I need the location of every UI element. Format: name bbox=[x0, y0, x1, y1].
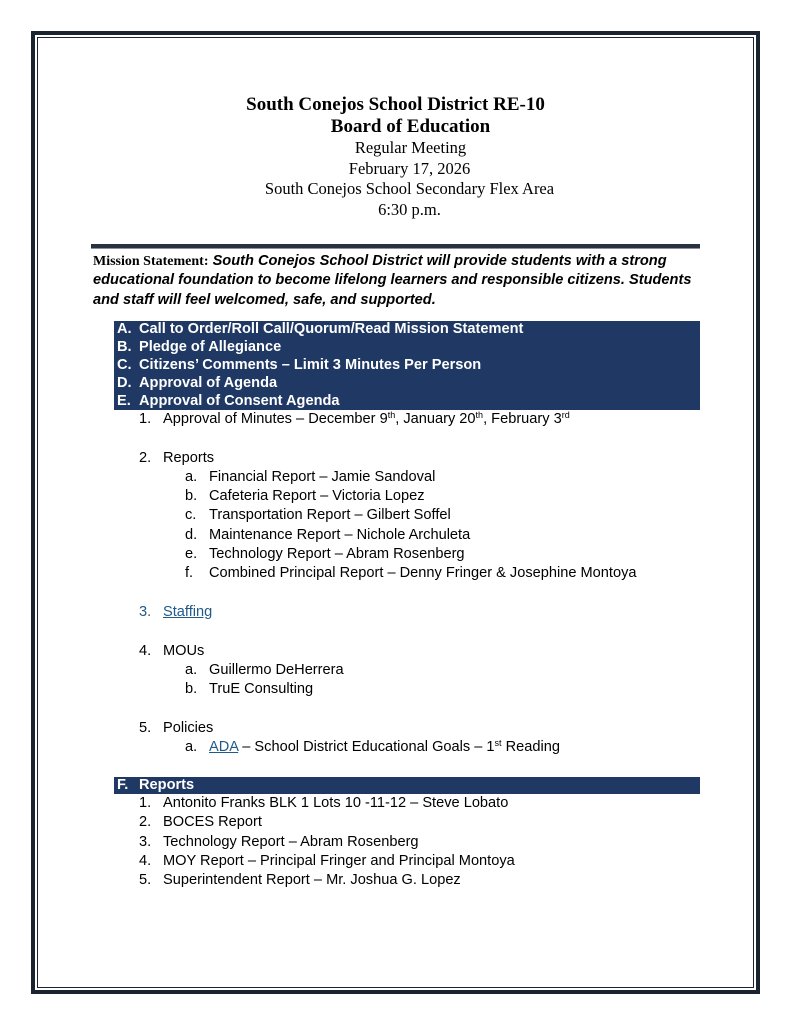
section-f-item: 5. Superintendent Report – Mr. Joshua G. Lopez bbox=[139, 872, 461, 889]
section-f-item: 3. Technology Report – Abram Rosenberg bbox=[139, 833, 419, 850]
agenda-section-b: B. Pledge of Allegiance bbox=[117, 338, 282, 355]
consent-item-mous: 4. MOUs bbox=[139, 642, 205, 659]
agenda-section-f: F. Reports bbox=[114, 777, 700, 794]
mission-statement bbox=[93, 252, 693, 310]
agenda-section-c: C. Citizens’ Comments – Limit 3 Minutes Per Person bbox=[117, 356, 482, 373]
section-f-item: 4. MOY Report – Principal Fringer and Principal Montoya bbox=[139, 852, 515, 869]
meeting-time: 6:30 p.m. bbox=[378, 199, 441, 219]
consent-item-minutes: 1. Approval of Minutes – December 9th, January 20th, February 3rd bbox=[139, 410, 570, 427]
header-divider bbox=[91, 244, 700, 249]
mission-label: Mission Statement: bbox=[93, 254, 209, 269]
report-item: f. Combined Principal Report – Denny Fringer & Josephine Montoya bbox=[185, 565, 637, 582]
mission-text: South Conejos School District will provide students with a strong educational foundation to become lifelong learners and responsible citizens. Students and staff will feel welcomed, safe, and supported. bbox=[93, 253, 692, 308]
section-f-item: 1. Antonito Franks BLK 1 Lots 10 -11-12 – Steve Lobato bbox=[139, 795, 509, 811]
report-item: b. Cafeteria Report – Victoria Lopez bbox=[185, 488, 425, 505]
document-header bbox=[0, 94, 791, 220]
ada-policy-link[interactable]: ADA bbox=[209, 739, 239, 756]
meeting-date: February 17, 2026 bbox=[348, 158, 471, 178]
agenda-section-d: D. Approval of Agenda bbox=[117, 374, 278, 391]
report-item: d. Maintenance Report – Nichole Archuleta bbox=[185, 526, 471, 543]
consent-agenda-list bbox=[139, 410, 637, 757]
mou-item: a. Guillermo DeHerrera bbox=[185, 661, 344, 678]
agenda-section-e: E. Approval of Consent Agenda bbox=[117, 392, 340, 409]
agenda-sections-a-e bbox=[114, 321, 700, 410]
staffing-link[interactable]: Staffing bbox=[163, 603, 213, 620]
consent-item-reports: 2. Reports bbox=[139, 449, 215, 466]
section-f-list bbox=[139, 794, 515, 890]
section-f-item: 2. BOCES Report bbox=[139, 814, 262, 831]
report-item: a. Financial Report – Jamie Sandoval bbox=[185, 468, 436, 485]
board-name: Board of Education bbox=[330, 116, 491, 137]
report-item: e. Technology Report – Abram Rosenberg bbox=[185, 546, 465, 563]
consent-item-staffing: 3. Staffing bbox=[139, 603, 637, 622]
agenda-section-a: A. Call to Order/Roll Call/Quorum/Read Mission Statement bbox=[117, 321, 524, 337]
meeting-type: Regular Meeting bbox=[354, 138, 467, 157]
meeting-location: South Conejos School Secondary Flex Area bbox=[264, 179, 555, 198]
consent-item-policies: 5. Policies bbox=[139, 719, 214, 736]
mou-item: b. TruE Consulting bbox=[185, 681, 314, 698]
district-name: South Conejos School District RE-10 bbox=[246, 94, 545, 115]
report-item: c. Transportation Report – Gilbert Soffel bbox=[185, 507, 451, 524]
policy-item: a. ADA – School District Educational Goals – 1st Reading bbox=[185, 738, 560, 756]
